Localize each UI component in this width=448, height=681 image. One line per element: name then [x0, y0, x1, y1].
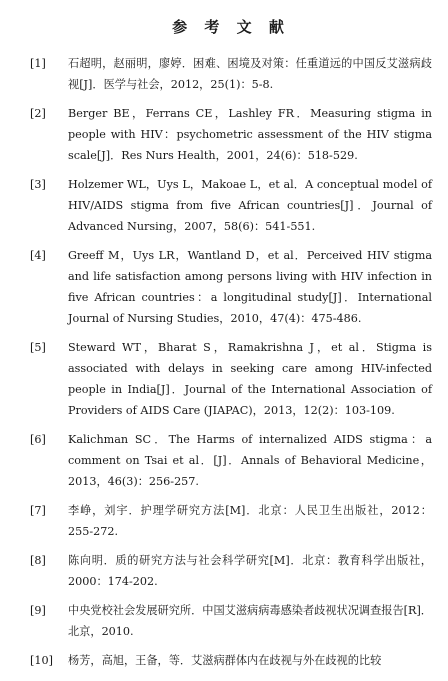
reference-item	[30, 53, 432, 95]
reference-number: [8]	[30, 554, 46, 567]
reference-item	[30, 500, 432, 542]
reference-text: 李峥，刘宇．护理学研究方法[M]．北京：人民卫生出版社，2012：255-272.	[68, 504, 432, 538]
reference-text: 杨芳，高旭，王备，等．艾滋病群体内在歧视与外在歧视的比较	[68, 654, 382, 667]
reference-item	[30, 429, 432, 492]
references-heading: 参 考 文 献	[172, 18, 290, 36]
reference-item	[30, 650, 432, 671]
reference-number: [10]	[30, 654, 53, 667]
reference-number: [3]	[30, 178, 46, 191]
reference-list	[30, 53, 432, 671]
reference-text: 陈向明．质的研究方法与社会科学研究[M]．北京：教育科学出版社，2000：174-202.	[68, 554, 432, 588]
reference-item	[30, 174, 432, 237]
reference-text: 石超明，赵丽明，廖婷．困难、困境及对策：任重道远的中国反艾滋病歧视[J]．医学与社会，2012，25(1)：5-8.	[68, 57, 432, 91]
reference-text: Greeff M，Uys LR，Wantland D，et al．Perceived HIV stigma and life satisfaction among persons living with HIV infection in five African countries：a longitudinal study[J]．International Journal of Nursing Studies，2010，47(4)：475-486.	[68, 249, 432, 325]
reference-item	[30, 550, 432, 592]
reference-number: [9]	[30, 604, 46, 617]
reference-number: [5]	[30, 341, 46, 354]
reference-item	[30, 245, 432, 329]
reference-number: [7]	[30, 504, 46, 517]
reference-number: [1]	[30, 57, 46, 70]
reference-item	[30, 600, 432, 642]
reference-number: [6]	[30, 433, 46, 446]
reference-number: [4]	[30, 249, 46, 262]
reference-text: Steward WT，Bharat S，Ramakrishna J，et al．Stigma is associated with delays in seeking care among HIV-infected people in India[J]．Journal of the International Association of Providers of AIDS Care (JIAPAC)，2013，12(2)：103-109.	[68, 341, 432, 417]
reference-text: Kalichman SC．The Harms of internalized AIDS stigma：a comment on Tsai et al．[J]．Annals of Behavioral Medicine，2013，46(3)：256-257.	[68, 433, 432, 488]
reference-text: Berger BE，Ferrans CE，Lashley FR．Measuring stigma in people with HIV：psychometric assessment of the HIV stigma scale[J]．Res Nurs Health，2001，24(6)：518-529.	[68, 107, 432, 162]
reference-item	[30, 337, 432, 421]
reference-number: [2]	[30, 107, 46, 120]
reference-item	[30, 103, 432, 166]
reference-text: Holzemer WL，Uys L，Makoae L，et al．A conceptual model of HIV/AIDS stigma from five African countries[J]．Journal of Advanced Nursing，2007，58(6)：541-551.	[68, 178, 432, 233]
reference-text: 中央党校社会发展研究所．中国艾滋病病毒感染者歧视状况调查报告[R]．北京，2010.	[68, 604, 432, 638]
